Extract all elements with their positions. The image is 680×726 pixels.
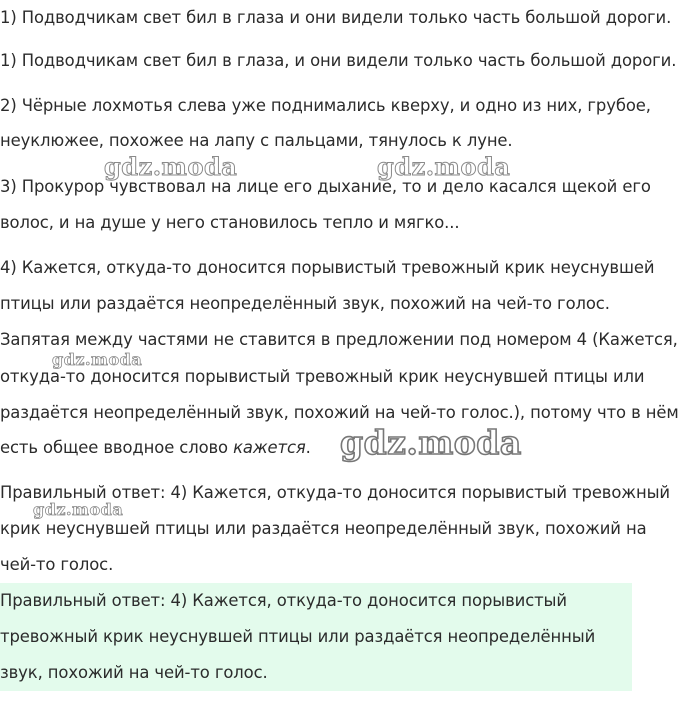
explanation-line-4 [0,438,311,458]
answer-2-line-2: тревожный крик неуснувшей птицы или раздаётся неопределённый [0,627,596,646]
watermark-5: gdz.moda [33,500,124,519]
explanation-line-4-prefix: есть общее вводное слово [0,438,234,457]
answer-1-line-1: Правильный ответ: 4) Кажется, откуда-то доносится порывистый тревожный [0,483,670,502]
sentence-3-line-2: волос, и на душе у него становилось тепло и мягко... [0,213,460,232]
sentence-4-line-1: 4) Кажется, откуда-то доносится порывистый тревожный крик неуснувшей [0,258,655,277]
answer-2-line-1: Правильный ответ: 4) Кажется, откуда-то доносится порывистый [0,591,567,610]
sentence-3-line-1: 3) Прокурор чувствовал на лице его дыхание, то и дело касался щекой его [0,177,651,196]
explanation-line-4-suffix: . [305,438,311,457]
explanation-line-1: Запятая между частями не ставится в предложении под номером 4 (Кажется, [0,330,678,349]
answer-1-line-3: чей-то голос. [0,555,114,574]
sentence-1-with-comma: 1) Подводчикам свет бил в глаза, и они видели только часть большой дороги. [0,51,677,70]
sentence-4-line-2: птицы или раздаётся неопределённый звук, похожий на чей-то голос. [0,294,610,313]
watermark-3: gdz.moda [52,350,143,369]
sentence-2-line-1: 2) Чёрные лохмотья слева уже поднимались кверху, и одно из них, грубое, [0,96,651,115]
sentence-1-no-comma: 1) Подводчикам свет бил в глаза и они видели только часть большой дороги. [0,8,672,27]
introductory-word: кажется [233,438,306,457]
watermark-1: gdz.moda [104,152,238,181]
explanation-line-3: раздаётся неопределённый звук, похожий на чей-то голос.), потому что в нём [0,403,679,422]
watermark-2: gdz.moda [377,152,511,181]
explanation-line-2: откуда-то доносится порывистый тревожный крик неуснувшей птицы или [0,367,645,386]
answer-2-line-3: звук, похожий на чей-то голос. [0,663,268,682]
sentence-2-line-2: неуклюжее, похожее на лапу с пальцами, тянулось к луне. [0,131,513,150]
watermark-4: gdz.moda [340,423,522,462]
answer-1-line-2: крик неуснувшей птицы или раздаётся неопределённый звук, похожий на [0,519,647,538]
